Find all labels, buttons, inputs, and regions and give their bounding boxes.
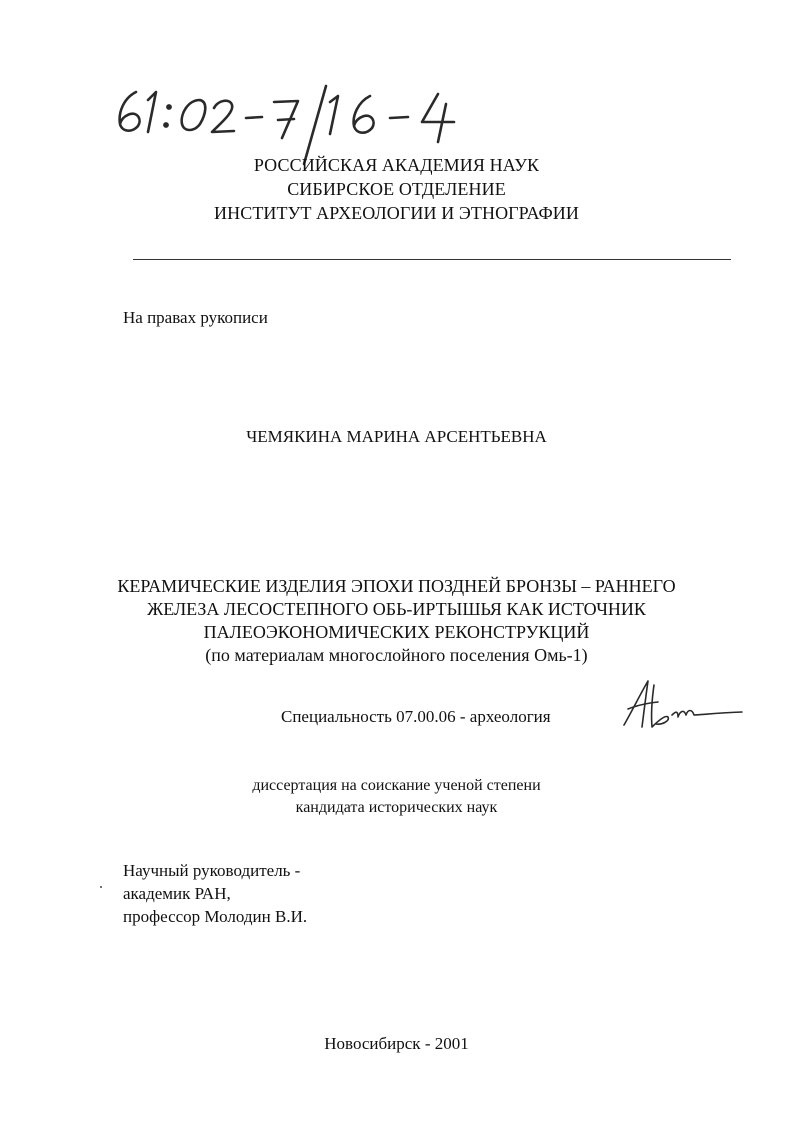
title-subtitle: (по материалам многослойного поселения Омь-1)	[205, 645, 588, 665]
institution-header	[0, 153, 793, 225]
manuscript-note: На правах рукописи	[123, 308, 268, 327]
signature	[618, 675, 748, 735]
supervisor-block	[123, 859, 307, 928]
place-year: Новосибирск - 2001	[324, 1034, 469, 1053]
institution-institute: ИНСТИТУТ АРХЕОЛОГИИ И ЭТНОГРАФИИ	[214, 203, 579, 223]
degree-statement	[0, 775, 793, 819]
degree-line-1: диссертация на соискание ученой степени	[252, 777, 541, 794]
dissertation-title	[0, 575, 793, 667]
supervisor-name: профессор Молодин В.И.	[123, 907, 308, 926]
specialty: Специальность 07.00.06 - археология	[281, 707, 551, 726]
title-line-2: ЖЕЛЕЗА ЛЕСОСТЕПНОГО ОБЬ-ИРТЫШЬЯ КАК ИСТОЧНИК	[147, 599, 646, 619]
supervisor-rank: академик РАН,	[123, 884, 231, 903]
supervisor-label: Научный руководитель -	[123, 861, 301, 880]
title-line-3: ПАЛЕОЭКОНОМИЧЕСКИХ РЕКОНСТРУКЦИЙ	[203, 622, 590, 642]
degree-line-2: кандидата исторических наук	[295, 799, 498, 816]
institution-branch: СИБИРСКОЕ ОТДЕЛЕНИЕ	[287, 179, 506, 199]
scan-speck	[100, 886, 102, 888]
author-name: ЧЕМЯКИНА МАРИНА АРСЕНТЬЕВНА	[246, 427, 547, 446]
header-divider	[133, 259, 731, 260]
institution-academy: РОССИЙСКАЯ АКАДЕМИЯ НАУК	[253, 155, 540, 175]
title-line-1: КЕРАМИЧЕСКИЕ ИЗДЕЛИЯ ЭПОХИ ПОЗДНЕЙ БРОНЗЫ – РАННЕГО	[117, 576, 676, 596]
